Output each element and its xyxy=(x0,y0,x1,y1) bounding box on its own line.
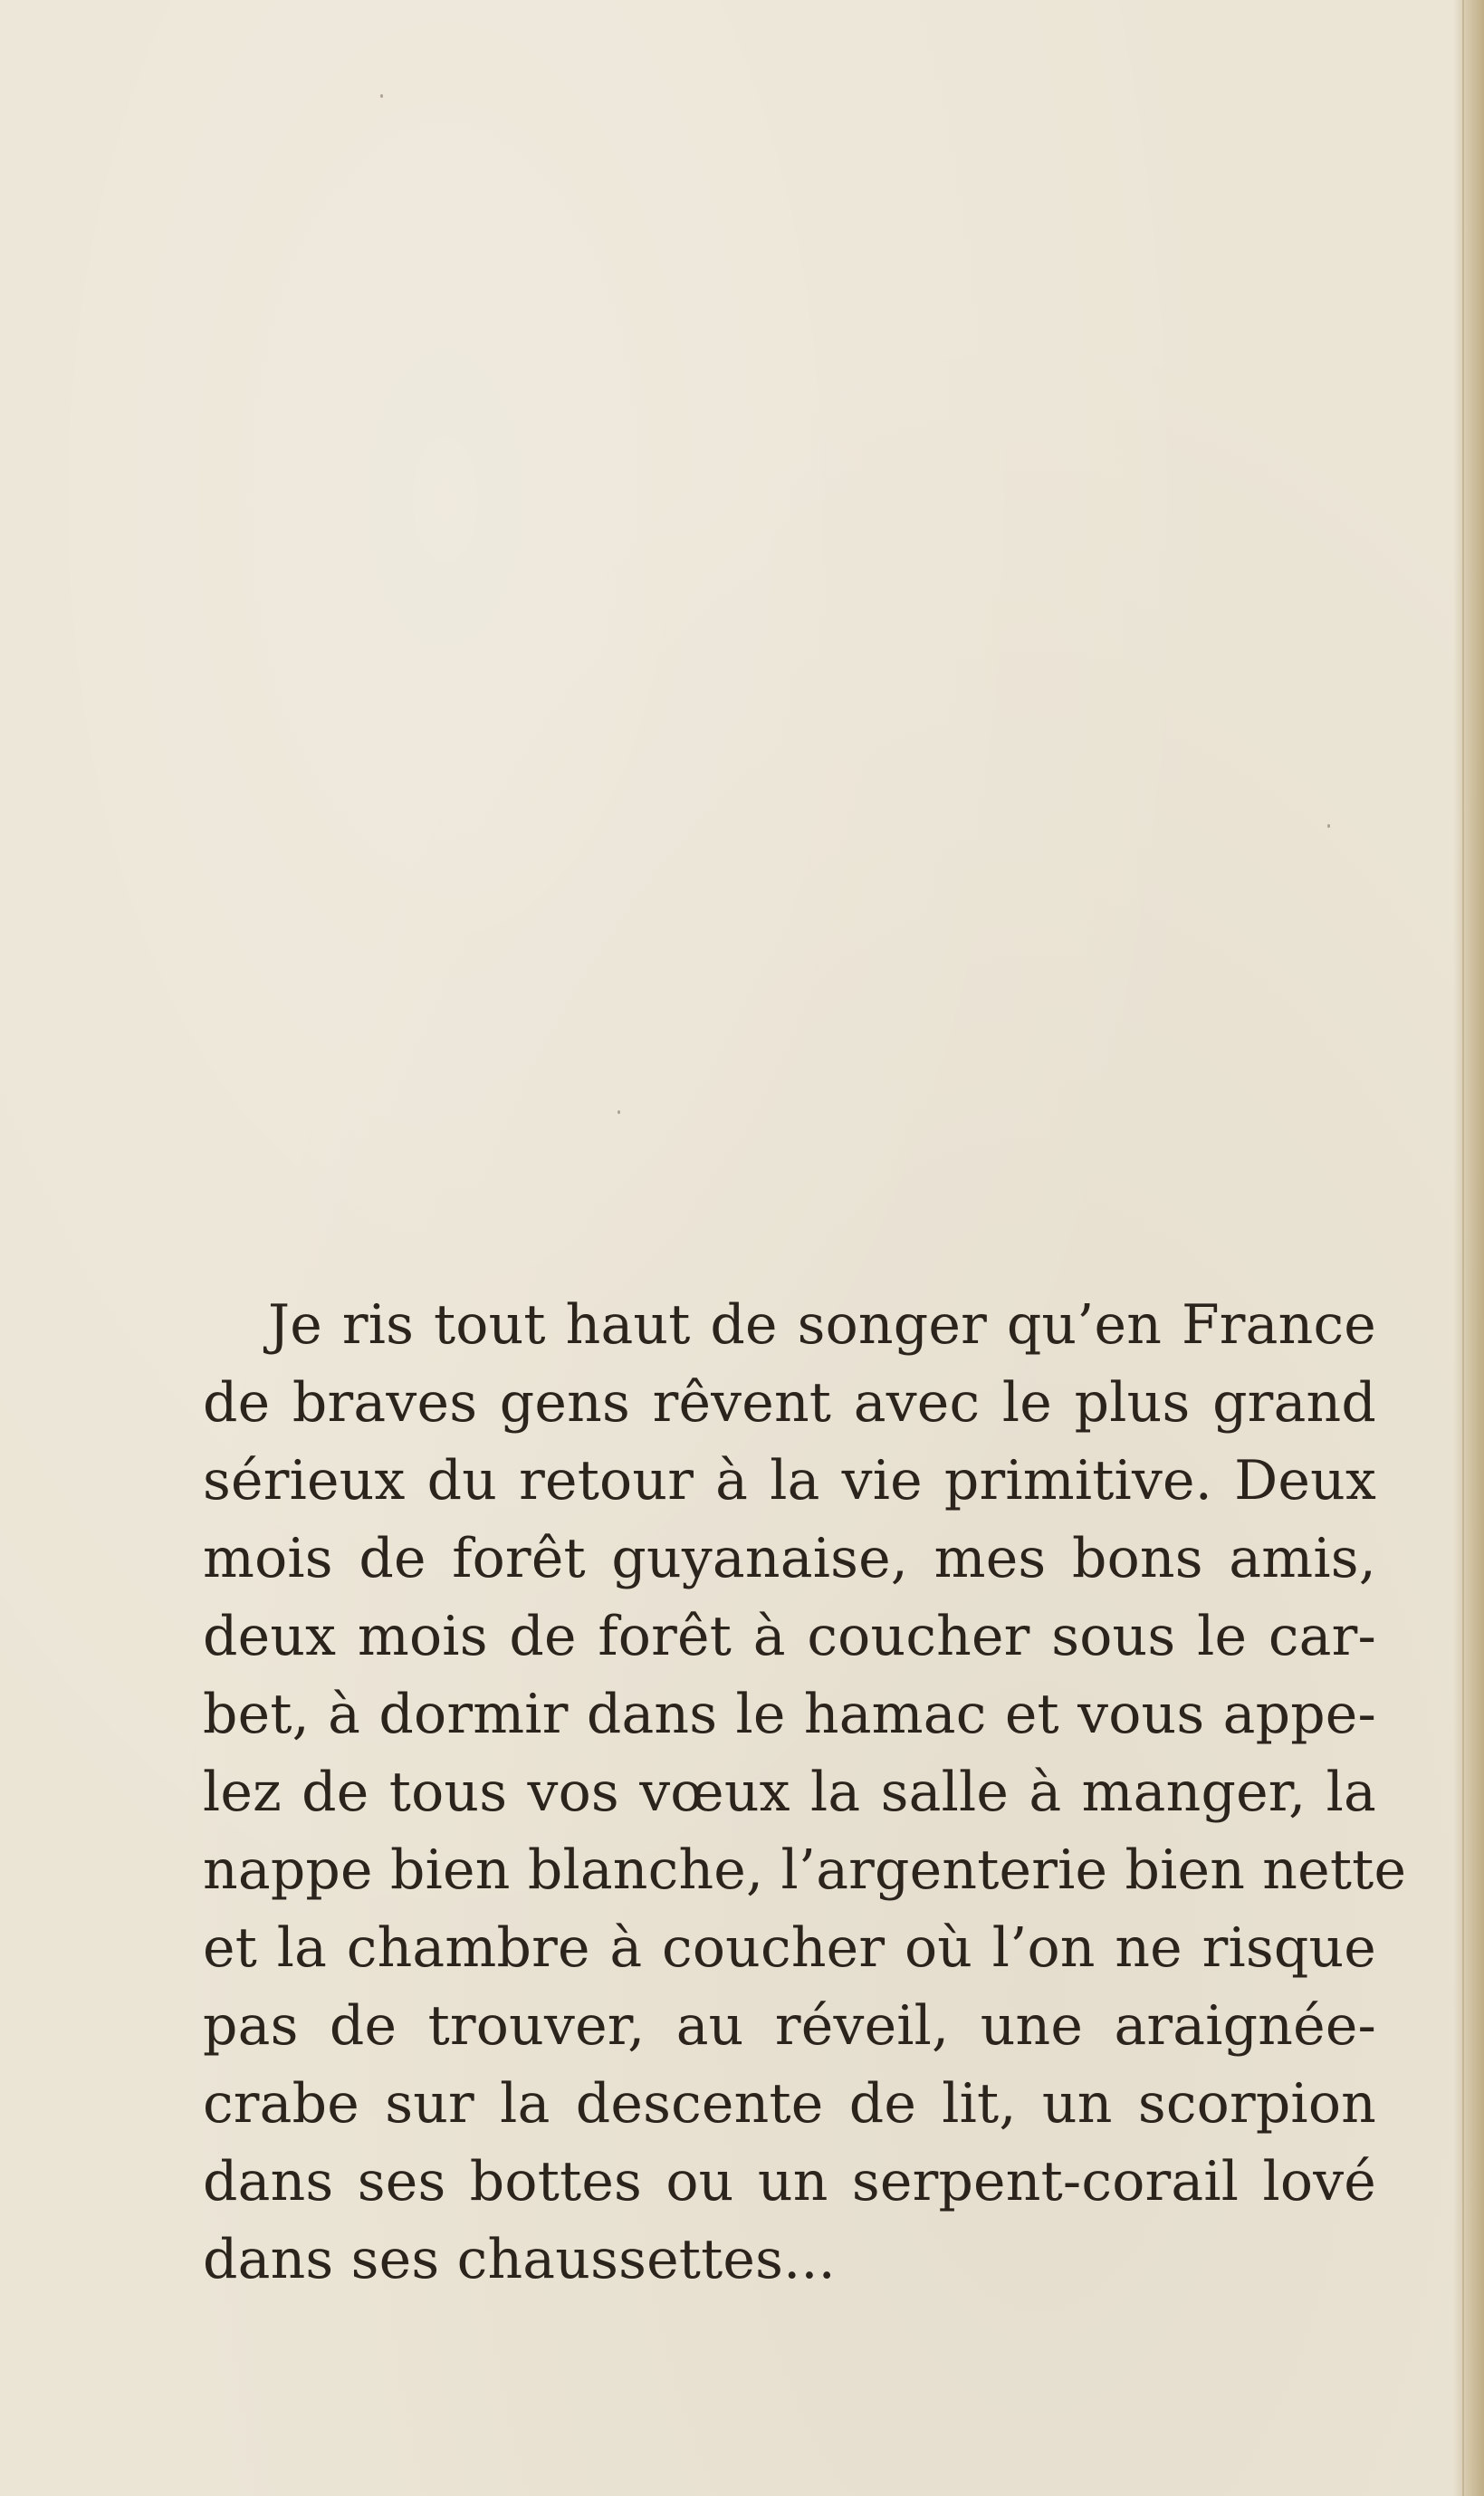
paper-speck xyxy=(380,94,383,98)
text-line: dans ses bottes ou un serpent-corail lové xyxy=(203,2150,1376,2213)
paper-speck xyxy=(618,1110,620,1114)
page-edge-shadow xyxy=(1453,0,1484,2496)
text-line: nappe bien blanche, l’argenterie bien nette xyxy=(203,1838,1407,1902)
paper-speck xyxy=(1327,824,1330,828)
text-line: et la chambre à coucher où l’on ne risque xyxy=(203,1916,1376,1980)
text-line: mois de forêt guyanaise, mes bons amis, xyxy=(203,1527,1376,1590)
body-paragraph xyxy=(203,1286,1407,2299)
text-line: deux mois de forêt à coucher sous le car- xyxy=(203,1605,1376,1668)
text-line: bet, à dormir dans le hamac et vous appe- xyxy=(203,1683,1376,1746)
text-line: sérieux du retour à la vie primitive. Deux xyxy=(203,1449,1376,1512)
text-line: dans ses chaussettes... xyxy=(203,2228,836,2291)
text-line: pas de trouver, au réveil, une araignée- xyxy=(203,1994,1376,2058)
page-edge-line xyxy=(1462,0,1464,2496)
text-line: de braves gens rêvent avec le plus grand xyxy=(203,1371,1376,1435)
text-line: crabe sur la descente de lit, un scorpion xyxy=(203,2072,1376,2136)
text-line: lez de tous vos vœux la salle à manger, la xyxy=(203,1761,1376,1824)
text-line: Je ris tout haut de songer qu’en France xyxy=(268,1293,1376,1357)
